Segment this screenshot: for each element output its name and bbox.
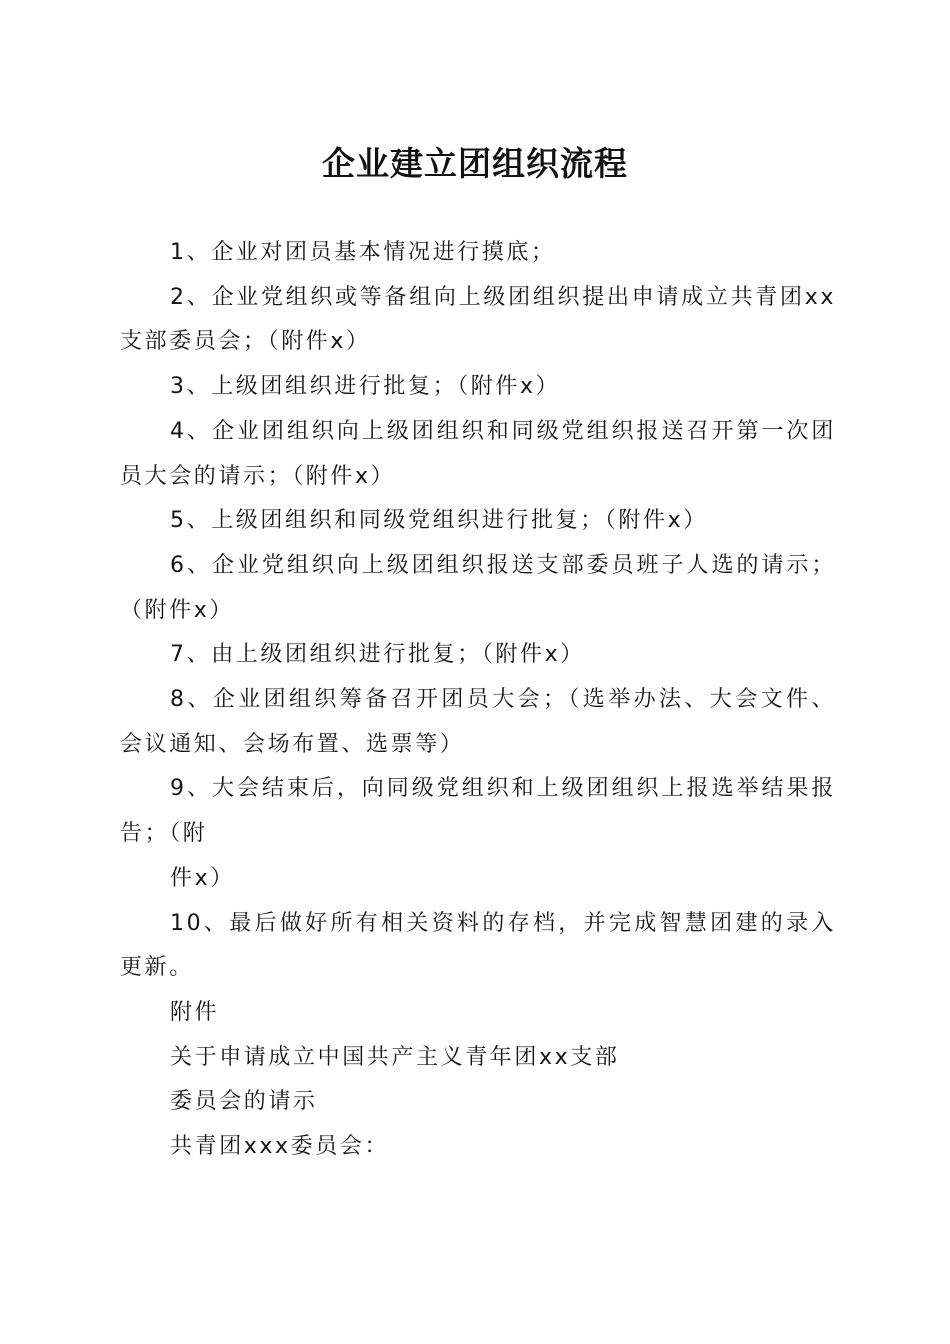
attachment-addressee: 共青团xxx委员会： [170,1134,390,1160]
attachment-title-line-1: 关于申请成立中国共产主义青年团xx支部 [170,1044,620,1070]
paragraph-step-3: 3、上级团组织进行批复；（附件x） [170,374,561,400]
document-body [120,231,836,1170]
paragraph-step-7: 7、由上级团组织进行批复；（附件x） [170,642,585,668]
document-title: 企业建立团组织流程 [322,144,628,183]
paragraph-step-2: 2、企业党组织或等备组向上级团组织提出申请成立共青团xx支部委员会；（附件x） [120,284,836,355]
paragraph-step-9-continuation: 件x） [170,865,235,891]
paragraph-step-6: 6、企业党组织向上级团组织报送支部委员班子人选的请示；（附件x） [120,552,836,623]
paragraph-step-1: 1、企业对团员基本情况进行摸底； [170,240,556,265]
attachment-heading: 附件 [170,999,220,1025]
paragraph-step-5: 5、上级团组织和同级党组织进行批复；（附件x） [170,508,708,534]
paragraph-step-8: 8、企业团组织筹备召开团员大会；（选举办法、大会文件、会议通知、会场布置、选票等） [120,687,836,757]
attachment-title-line-2: 委员会的请示 [170,1089,318,1115]
paragraph-step-9: 9、大会结束后，向同级党组织和上级团组织上报选举结果报告；（附 [120,776,836,847]
paragraph-step-4: 4、企业团组织向上级团组织和同级党组织报送召开第一次团员大会的请示；（附件x） [120,418,836,489]
paragraph-step-10: 10、最后做好所有相关资料的存档，并完成智慧团建的录入更新。 [120,910,836,981]
